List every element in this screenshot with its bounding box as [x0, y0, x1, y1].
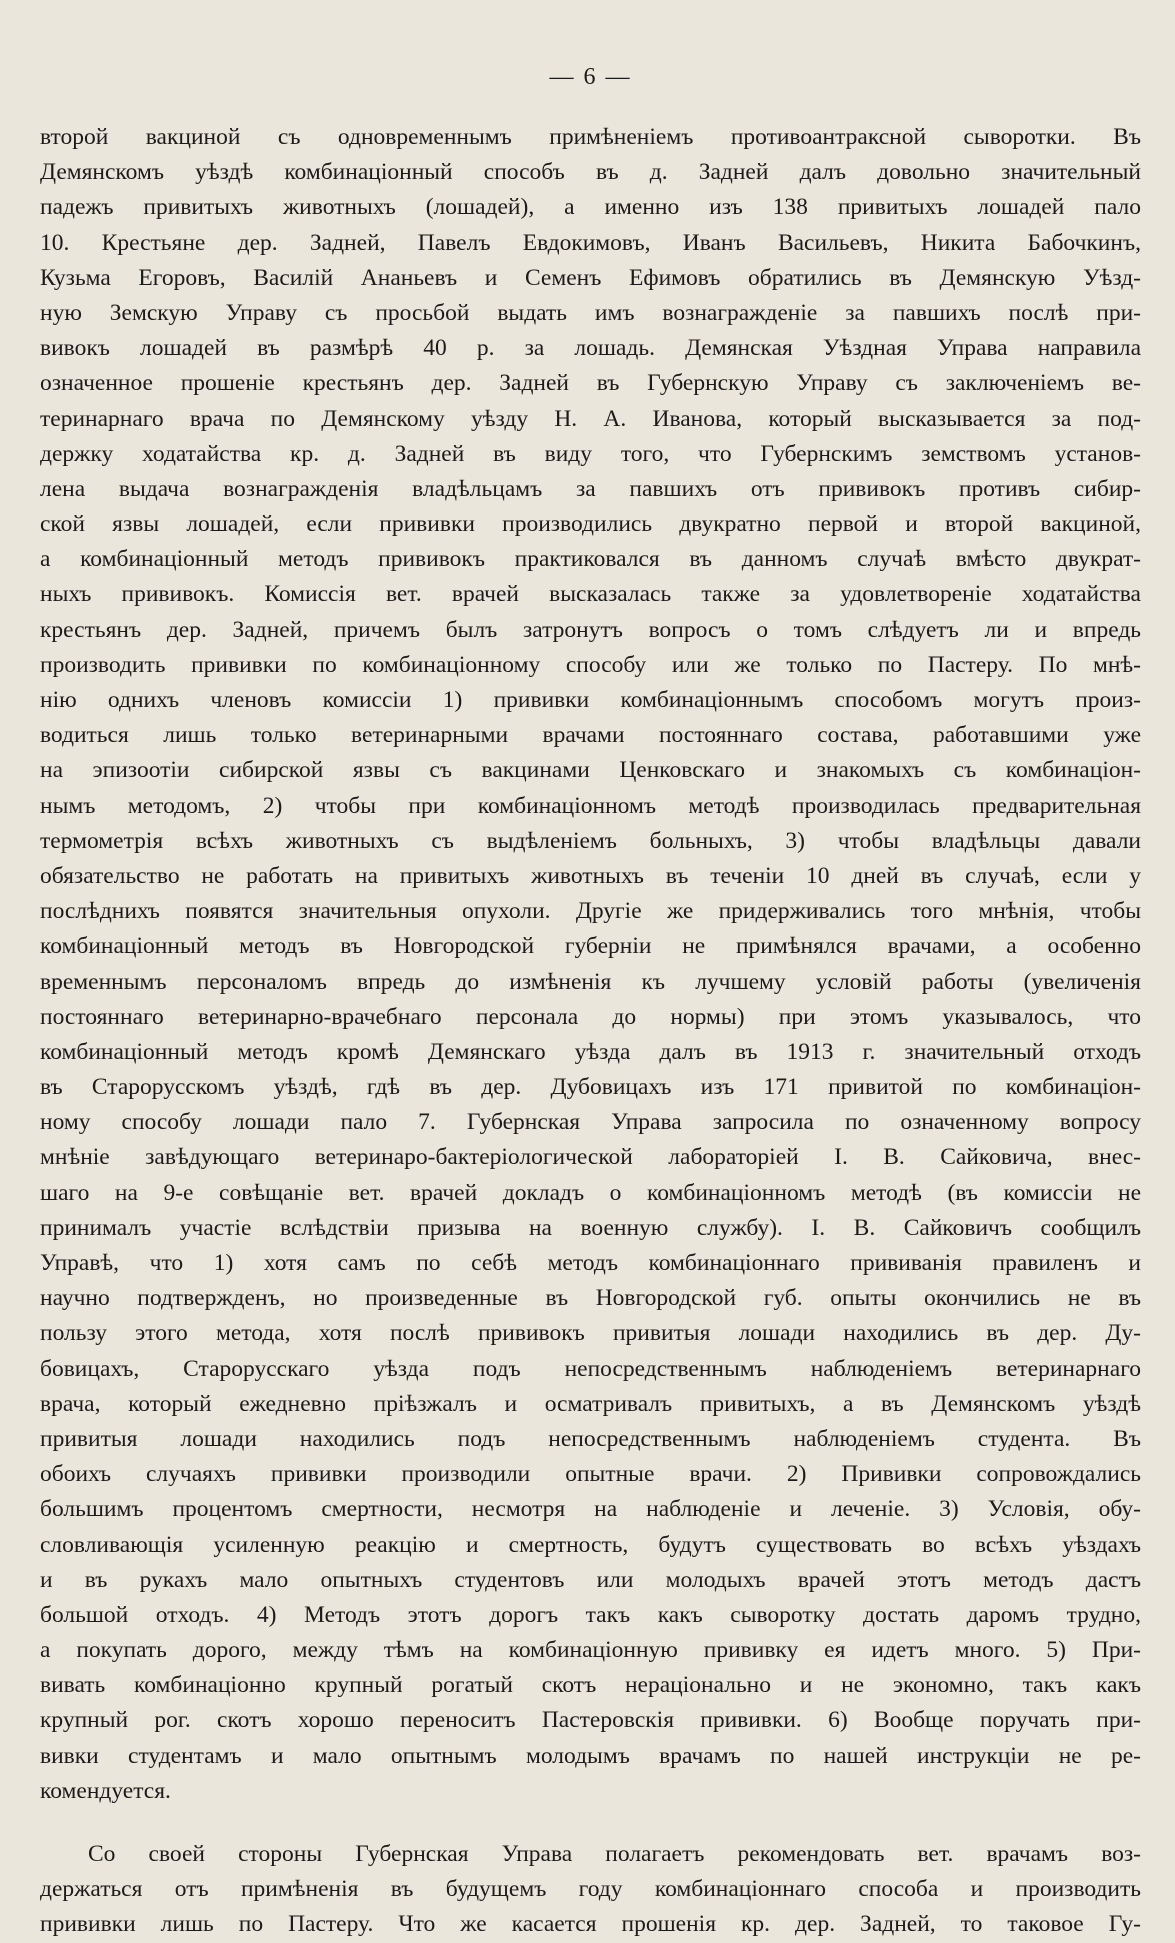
text-line: а комбинаціонный методъ прививокъ практиковался въ данномъ случаѣ вмѣсто двукрат- [40, 546, 1141, 573]
text-line: прививки лишь по Пастеру. Что же касается прошенія кр. дер. Задней, то таковое Гу- [40, 1911, 1141, 1938]
text-line: вивокъ лошадей въ размѣрѣ 40 р. за лошадь. Демянская Уѣздная Управа направила [40, 335, 1141, 362]
text-line: Со своей стороны Губернская Управа полагаетъ рекомендовать вет. врачамъ воз- [88, 1841, 1141, 1867]
text-line: держку ходатайства кр. д. Задней въ виду того, что Губернскимъ земствомъ установ- [40, 440, 1141, 467]
text-line: вивки студентамъ и мало опытнымъ молодымъ врачамъ по нашей инструкціи не ре- [40, 1742, 1141, 1769]
text-line: держаться отъ примѣненія въ будущемъ году комбинаціоннаго способа и производить [40, 1876, 1141, 1903]
text-line: большимъ процентомъ смертности, несмотря на наблюденіе и леченіе. 3) Условія, обу- [40, 1496, 1141, 1523]
text-line: и въ рукахъ мало опытныхъ студентовъ или молодыхъ врачей этотъ методъ дастъ [40, 1566, 1141, 1593]
text-line: ской язвы лошадей, если прививки производились двукратно первой и второй вакциной, [40, 511, 1141, 538]
text-line: второй вакциной съ одновременнымъ примѣненіемъ противоантраксной сыворотки. Въ [40, 124, 1141, 150]
text-line: лена выдача вознагражденія владѣльцамъ за павшихъ отъ прививокъ противъ сибир- [40, 475, 1141, 502]
text-line: нымъ методомъ, 2) чтобы при комбинаціонномъ методѣ производилась предварительная [40, 792, 1141, 819]
text-line: привитыя лошади находились подъ непосредственнымъ наблюденіемъ студента. Въ [40, 1425, 1141, 1452]
text-line: бовицахъ, Старорусскаго уѣзда подъ непосредственнымъ наблюденіемъ ветеринарнаго [40, 1355, 1141, 1382]
text-line: на эпизоотіи сибирской язвы съ вакцинами Ценковскаго и знакомыхъ съ комбинаціон- [40, 757, 1141, 784]
text-line: водиться лишь только ветеринарными врачами постояннаго состава, работавшими уже [40, 722, 1141, 749]
text-line: а покупать дорого, между тѣмъ на комбинаціонную прививку ея идетъ много. 5) При- [40, 1637, 1141, 1664]
text-line: постояннаго ветеринарно-врачебнаго персонала до нормы) при этомъ указывалось, что [40, 1003, 1141, 1030]
text-line: послѣднихъ появятся значительныя опухоли. Другіе же придерживались того мнѣнія, чтобы [40, 898, 1141, 925]
paragraph-1 [40, 120, 1141, 1809]
text-line: Демянскомъ уѣздѣ комбинаціонный способъ въ д. Задней далъ довольно значительный [40, 159, 1141, 186]
text-line: шаго на 9-е совѣщаніе вет. врачей докладъ о комбинаціонномъ методѣ (въ комиссіи не [40, 1179, 1141, 1206]
text-line: временнымъ персоналомъ впредь до измѣненія къ лучшему условій работы (увеличенія [40, 968, 1141, 995]
text-line: словливающія усиленную реакцію и смертность, будутъ существовать во всѣхъ уѣздахъ [40, 1531, 1141, 1558]
text-line: 10. Крестьяне дер. Задней, Павелъ Евдокимовъ, Иванъ Васильевъ, Никита Бабочкинъ, [40, 229, 1141, 256]
text-line: обязательство не работать на привитыхъ животныхъ въ теченіи 10 дней въ случаѣ, если у [40, 862, 1141, 889]
text-line: врача, который ежедневно пріѣзжалъ и осматривалъ привитыхъ, а въ Демянскомъ уѣздѣ [40, 1390, 1141, 1417]
text-line: нію однихъ членовъ комиссіи 1) прививки комбинаціоннымъ способомъ могутъ произ- [40, 687, 1141, 713]
text-line: мнѣніе завѣдующаго ветеринаро-бактеріологической лабораторіей I. В. Сайковича, внес- [40, 1144, 1141, 1171]
text-line: принималъ участіе вслѣдствіи призыва на военную службу). I. В. Сайковичъ сообщилъ [40, 1214, 1141, 1241]
text-line: вивать комбинаціонно крупный рогатый скотъ нераціонально и не экономно, такъ какъ [40, 1672, 1141, 1699]
page-number: — 6 — [549, 64, 632, 90]
text-line: большой отходъ. 4) Методъ этотъ дорогъ такъ какъ сыворотку достать даромъ трудно, [40, 1601, 1141, 1628]
text-line: ную Земскую Управу съ просьбой выдать имъ вознагражденіе за павшихъ послѣ при- [40, 299, 1141, 326]
text-line: комбинаціонный методъ въ Новгородской губерніи не примѣнялся врачами, а особенно [40, 933, 1141, 960]
text-line: комендуется. [40, 1777, 171, 1804]
paragraph-2 [40, 1837, 1141, 1943]
text-line: Кузьма Егоровъ, Василій Ананьевъ и Семенъ Ефимовъ обратились въ Демянскую Уѣзд- [40, 264, 1141, 291]
text-line: термометрія всѣхъ животныхъ съ выдѣленіемъ больныхъ, 3) чтобы владѣльцы давали [40, 827, 1141, 854]
text-line: означенное прошеніе крестьянъ дер. Задней въ Губернскую Управу съ заключеніемъ ве- [40, 370, 1141, 397]
text-line: теринарнаго врача по Демянскому уѣзду Н. А. Иванова, который высказывается за под- [40, 405, 1141, 432]
text-line: пользу этого метода, хотя послѣ прививокъ привитыя лошади находились въ дер. Ду- [40, 1320, 1141, 1347]
text-line: ному способу лошади пало 7. Губернская Управа запросила по означенному вопросу [40, 1109, 1141, 1136]
text-line: крупный рог. скотъ хорошо переноситъ Пастеровскія прививки. 6) Вообще поручать при- [40, 1707, 1141, 1734]
text-line: въ Старорусскомъ уѣздѣ, гдѣ въ дер. Дубовицахъ изъ 171 привитой по комбинаціон- [40, 1074, 1141, 1101]
text-line: производить прививки по комбинаціонному способу или же только по Пастеру. По мнѣ- [40, 651, 1141, 678]
text-line: падежъ привитыхъ животныхъ (лошадей), а именно изъ 138 привитыхъ лошадей пало [40, 194, 1141, 221]
text-line: научно подтвержденъ, но произведенные въ Новгородской губ. опыты окончились не въ [40, 1285, 1141, 1312]
text-line: комбинаціонный методъ кромѣ Демянскаго уѣзда далъ въ 1913 г. значительный отходъ [40, 1038, 1141, 1065]
text-line: ныхъ прививокъ. Комиссія вет. врачей высказалась также за удовлетвореніе ходатайства [40, 581, 1141, 608]
text-line: крестьянъ дер. Задней, причемъ былъ затронутъ вопросъ о томъ слѣдуетъ ли и впредь [40, 616, 1141, 643]
text-line: Управѣ, что 1) хотя самъ по себѣ методъ комбинаціоннаго прививанія правиленъ и [40, 1250, 1141, 1276]
text-line: обоихъ случаяхъ прививки производили опытные врачи. 2) Прививки сопровождались [40, 1461, 1141, 1488]
